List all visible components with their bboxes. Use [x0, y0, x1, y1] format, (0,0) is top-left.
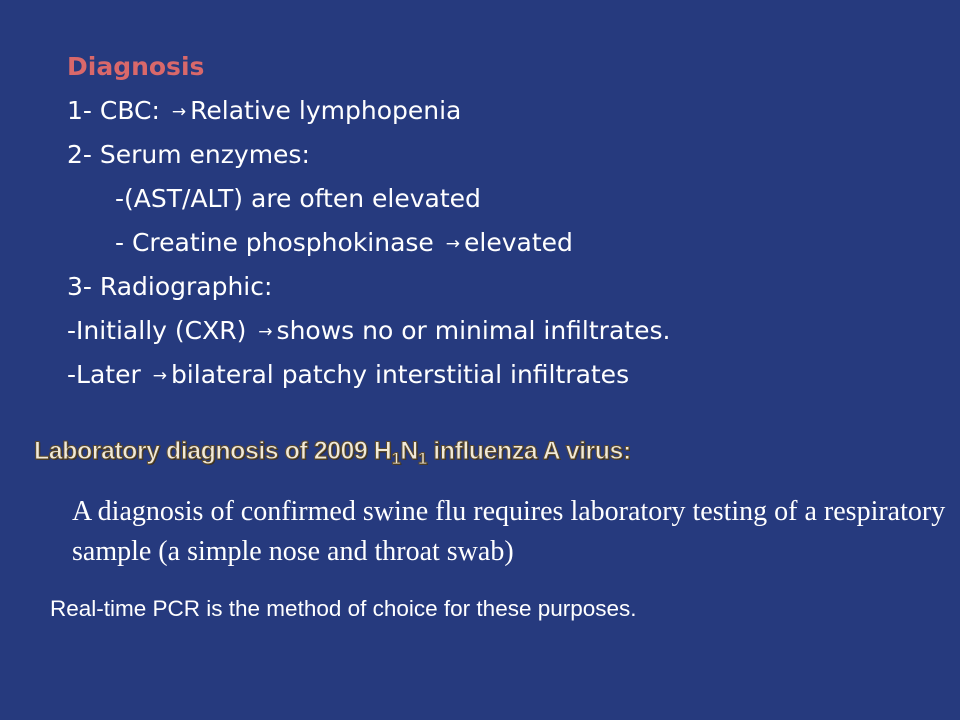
lab-title-sub2: 1 — [417, 449, 427, 468]
cbc-label: 1- CBC: — [67, 96, 168, 125]
radiographic-line — [67, 265, 670, 309]
lab-title-part3: influenza A virus: — [426, 437, 631, 465]
radiographic-label: 3- Radiographic: — [67, 272, 273, 301]
ast-alt-line — [67, 177, 670, 221]
lab-title-part1: Laboratory diagnosis of 2009 H — [34, 437, 392, 465]
cbc-line — [67, 89, 670, 133]
lab-title-part2: N — [400, 437, 418, 465]
initially-line — [67, 309, 670, 353]
later-result: bilateral patchy interstitial infiltrates — [170, 360, 630, 389]
pcr-text: Real-time PCR is the method of choice for these purposes. — [50, 596, 637, 621]
diagnosis-block — [67, 45, 670, 397]
right-arrow-icon: → — [258, 322, 273, 342]
diagnosis-heading: Diagnosis — [67, 52, 205, 81]
serum-enzymes-line — [67, 133, 670, 177]
ast-alt-text: -(AST/ALT) are often elevated — [115, 184, 481, 213]
cpk-label: - Creatine phosphokinase — [115, 228, 442, 257]
serum-enzymes-label: 2- Serum enzymes: — [67, 140, 310, 169]
right-arrow-icon: → — [445, 234, 461, 254]
later-line — [67, 353, 670, 397]
cpk-line — [67, 221, 670, 265]
initially-result: shows no or minimal infiltrates. — [276, 316, 671, 345]
cpk-result: elevated — [464, 228, 573, 257]
right-arrow-icon: → — [152, 366, 167, 386]
initially-label: -Initially (CXR) — [67, 316, 255, 345]
right-arrow-icon: → — [171, 102, 187, 122]
later-label: -Later — [67, 360, 149, 389]
lab-diagnosis-title — [34, 437, 631, 466]
cbc-result: Relative lymphopenia — [190, 96, 462, 125]
swine-flu-text: A diagnosis of confirmed swine flu requires laboratory testing of a respiratory sample (a simple nose and throat swab) — [72, 496, 946, 567]
lab-title-sub1: 1 — [391, 449, 401, 468]
